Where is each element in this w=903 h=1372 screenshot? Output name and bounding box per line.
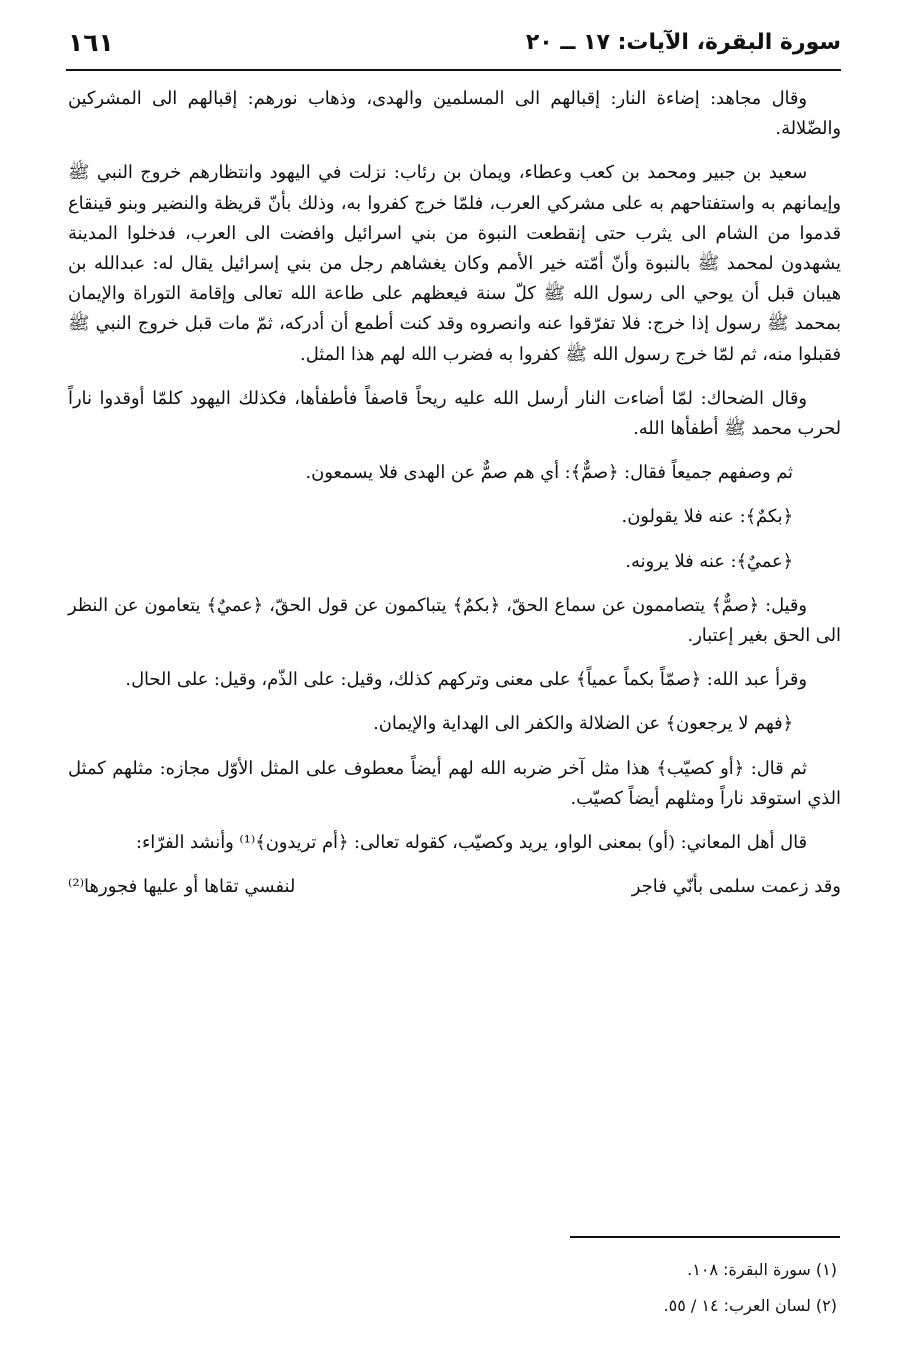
paragraph-abdullah-reading: وقرأ عبد الله: ﴿صمّاً بكماً عمياً﴾ على معنى وتركهم كذلك، وقيل: على الذّم، وقيل: على الحال. [125, 669, 807, 691]
paragraph-qila: وقيل: ﴿صمٌّ﴾ يتصاممون عن سماع الحقّ، ﴿بكمٌ﴾ يتباكمون عن قول الحقّ، ﴿عميٌ﴾ يتعامون عن النظر الى الحق بغير إعتبار. [68, 594, 841, 647]
paragraph-la-yarjiun: ﴿فهم لا يرجعون﴾ عن الضلالة والكفر الى الهداية والإيمان. [373, 713, 793, 735]
page-number: ١٦١ [68, 28, 114, 57]
paragraph-dahhak: وقال الضحاك: لمّا أضاءت النار أرسل الله عليه ريحاً قاصفاً فأطفأها، فكذلك اليهود كلمّا أوقدوا ناراً لحرب محمد ﷺ أطفأها الله. [68, 387, 841, 440]
poem-verse [68, 872, 841, 902]
paragraph-ka-sayyib: ثم قال: ﴿أو كصيّب﴾ هذا مثل آخر ضربه الله لهم أيضاً معطوف على المثل الأوّل مجازه: مثلهم كمثل الذي استوقد ناراً ومثلهم أيضاً كصيّب. [68, 757, 841, 809]
paragraph-ahl-al-maani: قال أهل المعاني: (أو) بمعنى الواو، يريد وكصيّب، كقوله تعالى: ﴿أم تريدون﴾⁽¹⁾ وأنشد الفرّاء: [135, 832, 807, 854]
paragraph-mujahid: وقال مجاهد: إضاءة النار: إقبالهم الى المسلمين والهدى، وذهاب نورهم: إقبالهم الى المشركين والضّلالة. [68, 88, 841, 140]
poem-second-hemistich: لنفسي تقاها أو عليها فجورها⁽²⁾ [68, 876, 296, 898]
header-divider [66, 69, 841, 71]
footnote-2: (٢) لسان العرب: ١٤ / ٥٥. [663, 1296, 837, 1315]
footnote-divider [570, 1236, 840, 1238]
main-text [68, 84, 841, 902]
paragraph-summ: ثم وصفهم جميعاً فقال: ﴿صمٌّ﴾: أي هم صمٌّ عن الهدى فلا يسمعون. [305, 462, 793, 484]
paragraph-umy: ﴿عميٌ﴾: عنه فلا يرونه. [625, 550, 793, 572]
footnotes [664, 1252, 837, 1324]
paragraph-bukm: ﴿بكمٌ﴾: عنه فلا يقولون. [621, 506, 793, 528]
paragraph-said-ibn-jubayr: سعيد بن جبير ومحمد بن كعب وعطاء، ويمان بن رئاب: نزلت في اليهود وانتظارهم خروج النبي ﷺ وإيمانهم به واستفتاحهم به على مشركي العرب، فلمّا خرج كفروا به، وذلك بأنّ قريظة والنضير وبنو قينقاع قدموا من الشام الى يثرب حتى إنقطعت النبوة من بني اسرائيل وافضت الى العرب، فدخلوا المدينة يشهدون لمحمد ﷺ بالنبوة وأنّ أمّته خير الأمم وكان يغشاهم رجل من بني إسرائيل يقال له: عبدالله بن هيبان قبل أن يوحي الى رسول الله ﷺ كلّ سنة فيعظهم على طاعة الله تعالى وإقامة التوراة والإيمان بمحمد ﷺ رسول إذا خرج: فلا تفرّقوا عنه وانصروه وقد كنت أطمع أن أدركه، ثمّ مات قبل خروج النبي ﷺ فقبلوا منه، ثم لمّا خرج رسول الله ﷺ كفروا به فضرب الله لهم هذا المثل. [68, 162, 841, 365]
poem-first-hemistich: وقد زعمت سلمى بأنّي فاجر [631, 876, 841, 898]
running-title: سورة البقرة، الآيات: ١٧ ــ ٢٠ [525, 30, 841, 55]
footnote-1: (١) سورة البقرة: ١٠٨. [687, 1260, 837, 1279]
page-header [68, 28, 841, 64]
